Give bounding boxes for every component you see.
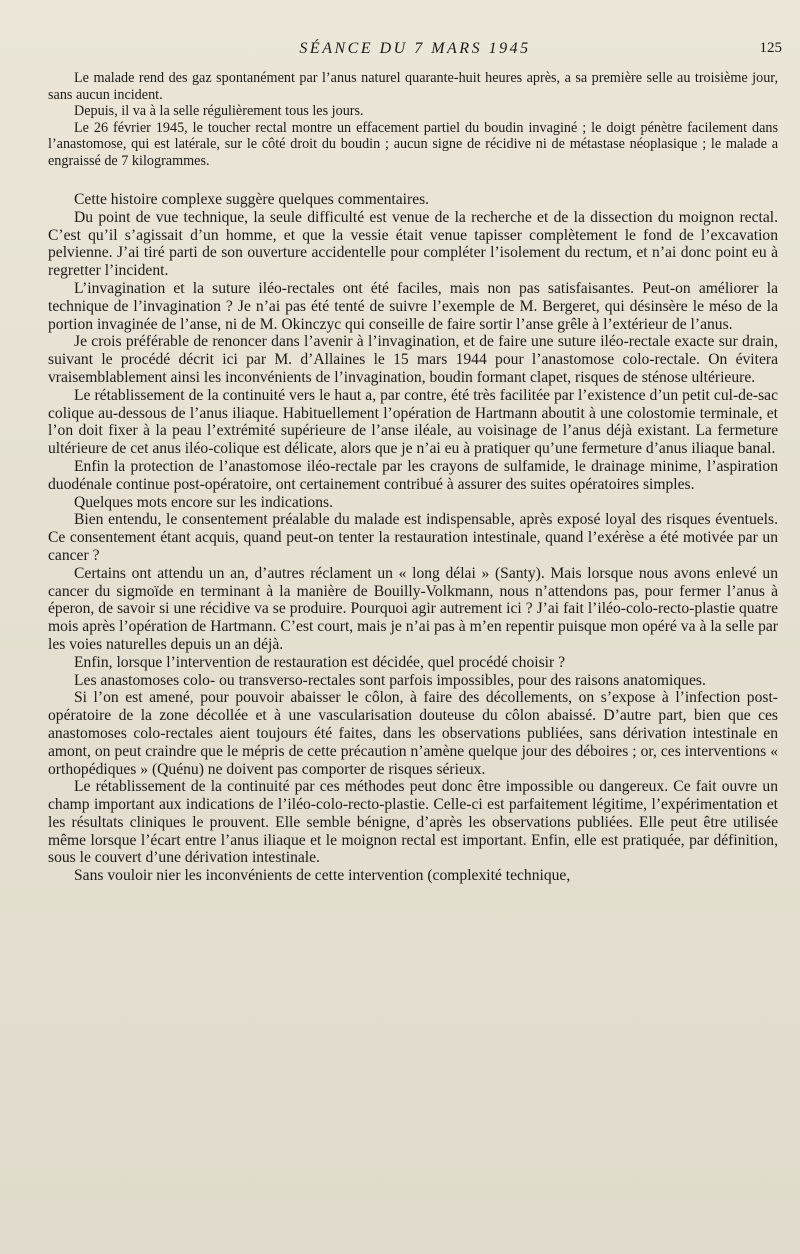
paragraph: Bien entendu, le consentement préalable du malade est indispensable, après exposé loyal des risques éventuels. Ce consentement étant acquis, quand peut-on tenter la restauration intestinale, quand l’exérèse a été motivée par un cancer ? (48, 511, 778, 564)
paragraph: Je crois préférable de renoncer dans l’avenir à l’invagination, et de faire une suture iléo-rectale exacte sur drain, suivant le procédé décrit ici par M. d’Allaines le 15 mars 1944 pour l’anastomose colo-rectale. On évitera vraisemblablement ainsi les inconvénients de l’invagination, boudin formant clapet, risques de sténose ultérieure. (48, 333, 778, 386)
paragraph: Sans vouloir nier les inconvénients de cette intervention (complexité technique, (74, 867, 571, 885)
paragraph: Le rétablissement de la continuité vers le haut a, par contre, été très facilitée par l’existence d’un petit cul-de-sac colique au-dessous de l’anus iliaque. Habituellement l’opération de Hartmann aboutit à une colostomie terminale, et l’on doit fixer à la peau l’extrémité supérieure de l’anse iléale, au voisinage de l’anus déjà existant. La fermeture ultérieure de cet anus iléo-colique est délicate, alors que je n’ai eu à pratiquer qu’une fermeture d’anus iliaque banal. (48, 386, 778, 458)
case-paragraph: Le malade rend des gaz spontanément par l’anus naturel quarante-huit heures après, a sa première selle au troisième jour, sans aucun incident. (48, 70, 778, 103)
page-number: 125 (759, 40, 782, 56)
case-paragraph: Le 26 février 1945, le toucher rectal montre un effacement partiel du boudin invaginé ; le doigt pénètre facilement dans l’anastomose, qui est latérale, sur le côté droit du boudin ; aucun signe de récidive ni de métastase néoplasique ; le malade a engraissé de 7 kilogrammes. (48, 119, 778, 169)
paragraph: Du point de vue technique, la seule difficulté est venue de la recherche et de la dissection du moignon rectal. C’est qu’il s’agissait d’un homme, et que la vessie était venue tapisser complètement le fond de l’excavation pelvienne. J’ai tiré parti de son ouverture accidentelle pour compléter l’isolement du rectum, et n’ai donc point eu à regretter l’incident. (48, 208, 778, 280)
paragraph: Les anastomoses colo- ou transverso-rectales sont parfois impossibles, pour des raisons anatomiques. (74, 671, 706, 689)
body-text (48, 70, 778, 885)
paragraph: Quelques mots encore sur les indications. (74, 493, 333, 511)
paragraph: L’invagination et la suture iléo-rectales ont été faciles, mais non pas satisfaisantes. Peut-on améliorer la technique de l’invagination ? Je n’ai pas été tenté de suivre l’exemple de M. Bergeret, qui désinsère le méso de la portion invaginée de l’anse, ni de M. Okinczyc qui conseille de faire sortir l’anse grêle à l’extérieur de l’anus. (48, 279, 778, 333)
case-paragraph: Depuis, il va à la selle régulièrement tous les jours. (74, 103, 364, 119)
paragraph: Si l’on est amené, pour pouvoir abaisser le côlon, à faire des décollements, on s’expose à l’infection post-opératoire de la zone décollée et à une vascularisation douteuse du côlon abaissé. D’autre part, bien que ces anastomoses colo-rectales aient toujours été faites, dans les observations publiées, sans dérivation intestinale en amont, on peut craindre que le mépris de cette précaution n’amène quelque jour des déboires ; or, ces interventions « orthopédiques » (Quénu) ne doivent pas comporter de risques sérieux. (48, 689, 778, 778)
paragraph: Certains ont attendu un an, d’autres réclament un « long délai » (Santy). Mais lorsque nous avons enlevé un cancer du sigmoïde en terminant à la manière de Bouilly-Volkmann, nous n’attendons pas, pour fermer l’anus à éperon, de savoir si une récidive va se produire. Pourquoi agir autrement ici ? J’ai fait l’iléo-colo-recto-plastie quatre mois après l’opération de Hartmann. C’est court, mais je n’ai pas à m’en repentir puisque mon opéré va à la selle par les voies naturelles depuis un an déjà. (48, 564, 778, 653)
paragraph: Enfin la protection de l’anastomose iléo-rectale par les crayons de sulfamide, le drainage minime, l’aspiration duodénale continue post-opératoire, ont certainement contribué à assurer des suites opératoires simples. (48, 457, 778, 493)
case-report-block (48, 70, 778, 169)
paragraph: Le rétablissement de la continuité par ces méthodes peut donc être impossible ou dangereux. Ce fait ouvre un champ important aux indications de l’iléo-colo-recto-plastie. Celle-ci est parfaitement légitime, l’expérimentation et les résultats cliniques le prouvent. Elle semble bénigne, d’après les observations publiées. Elle peut être utilisée même lorsque l’écart entre l’anus iliaque et le moignon rectal est important. Enfin, elle est pratiquée, par définition, sous le couvert d’une dérivation intestinale. (48, 778, 778, 867)
paragraph: Enfin, lorsque l’intervention de restauration est décidée, quel procédé choisir ? (74, 653, 566, 671)
page-header (48, 40, 782, 62)
paragraph: Cette histoire complexe suggère quelques commentaires. (74, 191, 430, 208)
running-title: SÉANCE DU 7 MARS 1945 (299, 40, 531, 57)
commentary-block (48, 191, 778, 885)
